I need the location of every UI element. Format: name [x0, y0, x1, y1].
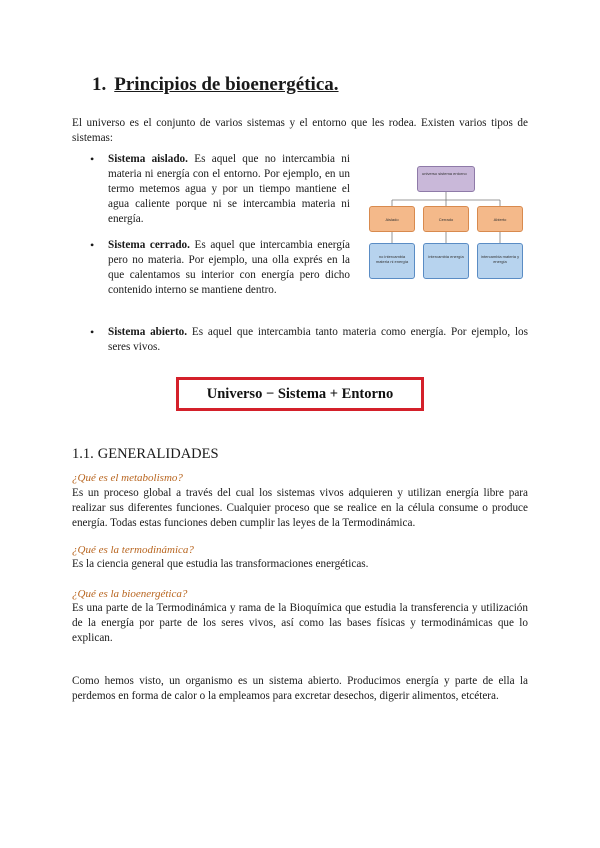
formula-text: Universo − Sistema + Entorno	[206, 385, 394, 402]
intro-paragraph: El universo es el conjunto de varios sistemas y el entorno que les rodea. Existen varios tipos de sistemas:	[72, 117, 528, 144]
bullet-item-cerrado	[108, 238, 350, 298]
closing-paragraph: Como hemos visto, un organismo es un sistema abierto. Producimos energía y parte de ella la perdemos en forma de calor o la empleamos para excretar desechos, digerir alimentos, etcétera.	[72, 675, 528, 702]
bullet-term: Sistema abierto.	[108, 326, 188, 338]
question-bioenergetica: ¿Qué es la bioenergética?	[72, 588, 188, 600]
answer-bioenergetica: Es una parte de la Termodinámica y rama de la Bioquímica que estudia la transferencia y utilización de la energía por parte de los seres vivos, así como las bases físicas y termodinámicas que lo explican.	[72, 602, 528, 644]
formula-box	[176, 377, 424, 411]
bullet-text: Es aquel que intercambia tanto materia como energía. Por ejemplo, los seres vivos.	[108, 326, 529, 353]
bullet-term: Sistema cerrado.	[108, 239, 190, 251]
org-chart-root-node: universo sistema entorno	[417, 166, 475, 192]
bullet-text: Es aquel que no intercambia ni materia ni energía con el entorno. Por ejemplo, en un termo metemos agua y por un tiempo mantiene el agua caliente porque ni se intercambia materia ni energía.	[108, 153, 350, 225]
question-termodinamica: ¿Qué es la termodinámica?	[72, 544, 194, 556]
question-metabolismo: ¿Qué es el metabolismo?	[72, 472, 183, 484]
bullet-item-abierto	[108, 325, 528, 355]
section-title: Principios de bioenergética.	[114, 74, 339, 95]
org-chart-node-cerrado: Cerrado	[423, 206, 469, 232]
systems-org-chart	[366, 163, 530, 284]
section-number: 1.	[92, 74, 107, 95]
section-heading	[92, 74, 339, 96]
org-chart-leaf-abierto: intercambia materia y energía	[477, 243, 523, 279]
answer-termodinamica: Es la ciencia general que estudia las transformaciones energéticas.	[72, 558, 369, 570]
subsection-title: GENERALIDADES	[97, 446, 219, 462]
bullet-term: Sistema aislado.	[108, 153, 188, 165]
answer-metabolismo: Es un proceso global a través del cual los sistemas vivos adquieren y utilizan energía libre para realizar sus diferentes funciones. Cualquier proceso que se realice en la célula consume o produce energía. Todas estas funciones deben cumplir las leyes de la Termodinámica.	[72, 487, 528, 529]
subsection-heading	[72, 446, 219, 463]
org-chart-leaf-aislado: no intercambia materia ni energía	[369, 243, 415, 279]
bullet-text: Es aquel que intercambia energía pero no materia. Por ejemplo, una olla exprés en la que calentamos su interior con energía pero dicho contenido interno se mantiene dentro.	[108, 239, 350, 296]
bullet-item-aislado	[108, 152, 350, 227]
org-chart-node-aislado: Aislado	[369, 206, 415, 232]
org-chart-node-abierto: Abierto	[477, 206, 523, 232]
org-chart-leaf-cerrado: intercambia energía	[423, 243, 469, 279]
subsection-number: 1.1.	[72, 446, 94, 462]
